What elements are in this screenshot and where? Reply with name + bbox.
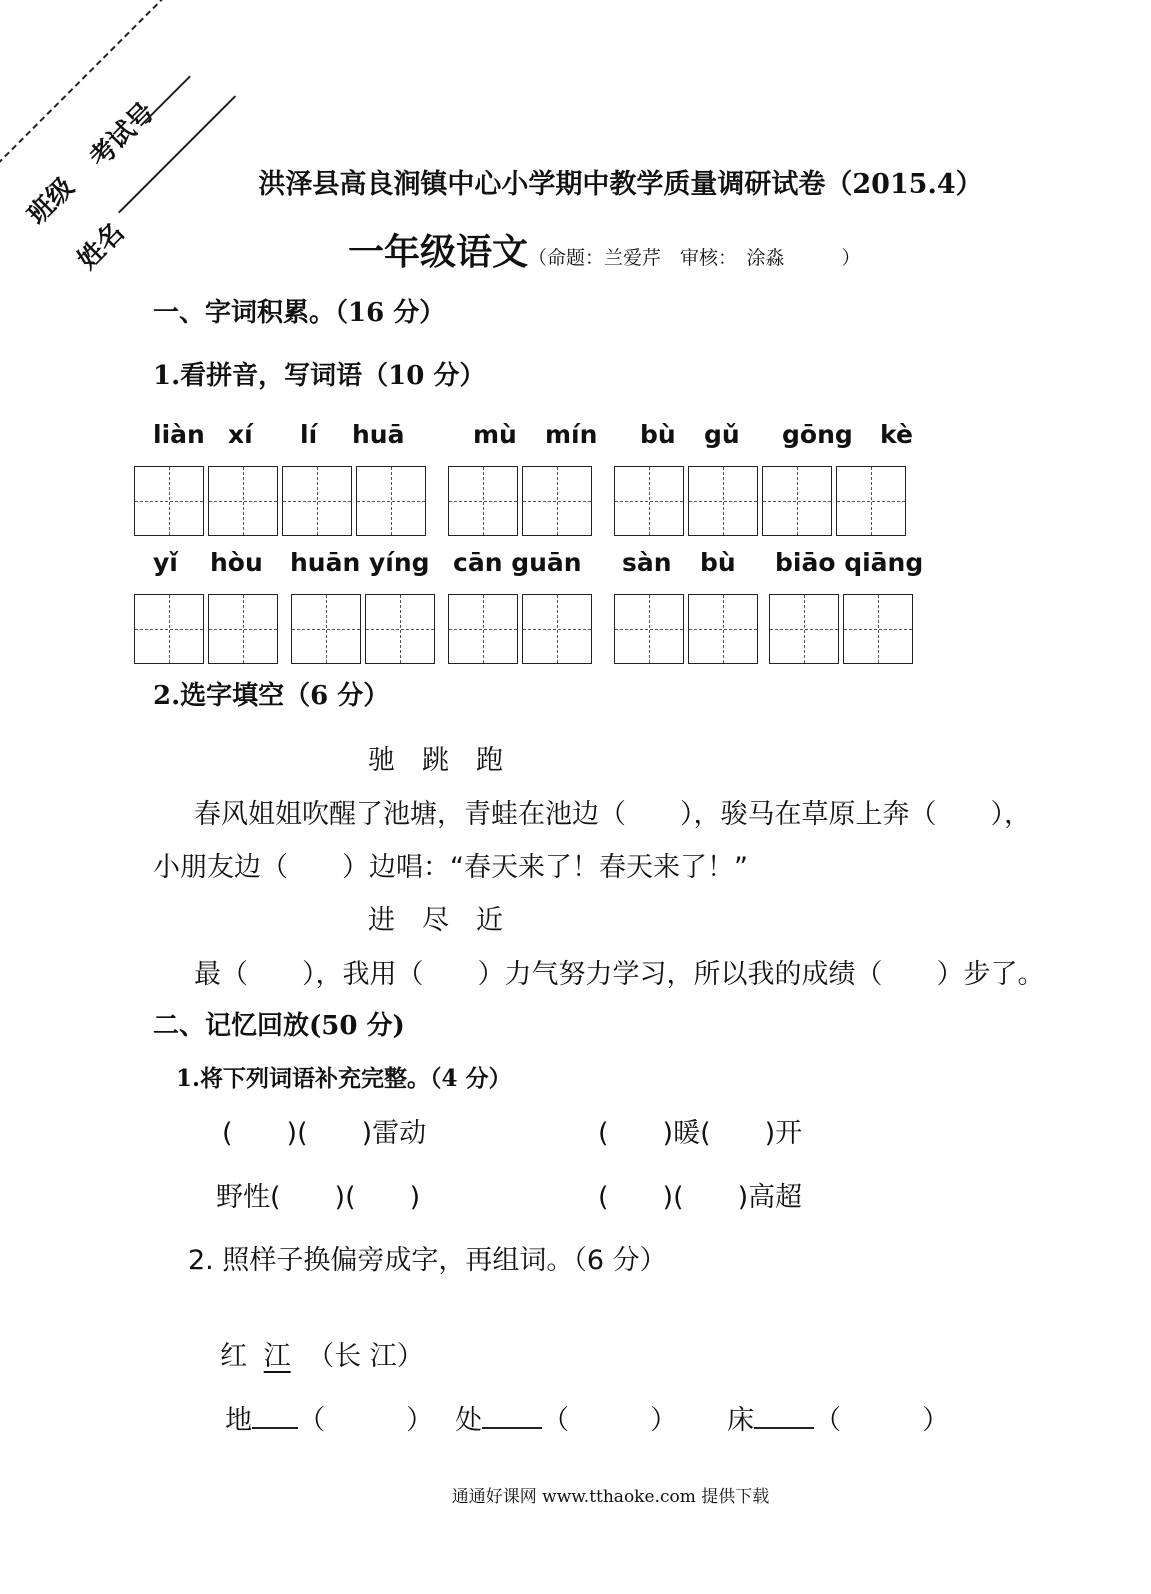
fill-sentence-1: 春风姐姐吹醒了池塘，青蛙在池边（ ），骏马在草原上奔（ ）， <box>194 799 1031 830</box>
exam-number-blank[interactable] <box>140 76 191 127</box>
pinyin: liàn <box>153 420 205 449</box>
writing-box[interactable] <box>356 466 426 536</box>
writing-box[interactable] <box>614 466 684 536</box>
writing-box[interactable] <box>762 466 832 536</box>
word-options-2: 进 尽 近 <box>368 905 503 936</box>
fill-sentence-2: 小朋友边（ ）边唱：“春天来了！春天来了！” <box>153 852 748 883</box>
exam-title: 洪泽县高良涧镇中心小学期中教学质量调研试卷（2015.4） <box>258 169 983 200</box>
example-answer: 江 <box>263 1341 291 1372</box>
answer-blank[interactable] <box>252 1401 298 1429</box>
pinyin: huān yíng <box>290 548 430 577</box>
writing-box[interactable] <box>843 594 913 664</box>
writing-box[interactable] <box>688 594 758 664</box>
s2-q1-heading: 1.将下列词语补充完整。（4 分） <box>176 1065 512 1092</box>
pinyin: gōng <box>782 420 853 449</box>
radical-item-3: 床 （ ） <box>710 1367 949 1437</box>
pinyin: bù <box>700 548 736 577</box>
pinyin: hòu <box>210 548 263 577</box>
answer-blank[interactable] <box>754 1401 814 1429</box>
pinyin: mín <box>545 420 598 449</box>
example-line <box>203 1303 424 1373</box>
pinyin: sàn <box>622 548 672 577</box>
writing-box[interactable] <box>365 594 435 664</box>
class-label: 班级 <box>22 172 81 231</box>
footer: 通通好课网 www.tthaoke.com 提供下载 <box>451 1487 770 1507</box>
binding-dashed-line <box>0 0 349 171</box>
writing-box[interactable] <box>282 466 352 536</box>
writing-box[interactable] <box>614 594 684 664</box>
pinyin: gǔ <box>704 420 740 449</box>
pinyin: mù <box>473 420 517 449</box>
name-label: 姓名 <box>72 217 131 276</box>
radical-item-1: 地 （ ） <box>208 1367 433 1437</box>
pinyin: xí <box>228 420 253 449</box>
pinyin: yǐ <box>153 548 178 577</box>
word-options-1: 驰 跳 跑 <box>368 745 503 776</box>
pinyin: kè <box>880 420 913 449</box>
section1-heading: 一、字词积累。（16 分） <box>153 298 446 328</box>
pinyin: lí <box>300 420 318 449</box>
writing-box[interactable] <box>836 466 906 536</box>
writing-box[interactable] <box>688 466 758 536</box>
radical-item-2: 处 （ ） <box>438 1367 677 1437</box>
writing-box[interactable] <box>522 594 592 664</box>
writing-box[interactable] <box>291 594 361 664</box>
pinyin: cān guān <box>453 548 582 577</box>
s2-q2-heading: 2. 照样子换偏旁成字，再组词。（6 分） <box>188 1245 667 1276</box>
writing-box[interactable] <box>522 466 592 536</box>
writing-box[interactable] <box>448 466 518 536</box>
q2-heading: 2.选字填空（6 分） <box>153 681 390 711</box>
writing-box[interactable] <box>134 466 204 536</box>
idiom-blank-3: 野性( )( ) <box>216 1182 421 1213</box>
idiom-blank-4: ( )( )高超 <box>598 1182 803 1213</box>
writing-box[interactable] <box>208 466 278 536</box>
writing-box[interactable] <box>208 594 278 664</box>
section2-heading: 二、记忆回放(50 分) <box>153 1011 405 1041</box>
writing-box[interactable] <box>134 594 204 664</box>
exam-subtitle-line <box>348 224 861 275</box>
fill-sentence-3: 最（ ），我用（ ）力气努力学习，所以我的成绩（ ）步了。 <box>194 959 1045 990</box>
example-word: （长 江） <box>307 1341 424 1372</box>
grade-subject: 一年级语文 <box>348 232 529 273</box>
answer-blank[interactable] <box>482 1401 542 1429</box>
credits: （命题：兰爱芹 审核： 涂淼 ） <box>528 247 861 269</box>
pinyin: biāo qiāng <box>775 548 924 577</box>
writing-box[interactable] <box>448 594 518 664</box>
writing-box[interactable] <box>769 594 839 664</box>
idiom-blank-2: ( )暖( )开 <box>598 1118 803 1149</box>
exam-number-label: 考试号 <box>84 97 161 174</box>
pinyin: bù <box>640 420 676 449</box>
pinyin: huā <box>352 420 405 449</box>
q1-heading: 1.看拼音，写词语（10 分） <box>153 361 486 391</box>
example-char: 红 <box>220 1341 248 1372</box>
idiom-blank-1: ( )( )雷动 <box>222 1118 427 1149</box>
